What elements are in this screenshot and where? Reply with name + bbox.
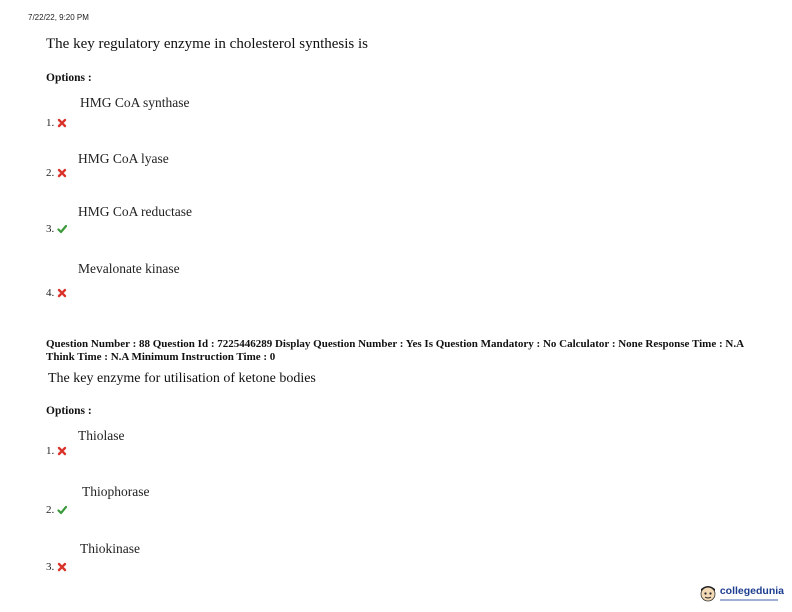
option-number xyxy=(46,223,67,235)
mascot-icon xyxy=(699,584,717,602)
cross-icon xyxy=(57,168,67,178)
option-text: HMG CoA reductase xyxy=(78,204,192,219)
options-label: Options : xyxy=(46,405,92,417)
cross-icon xyxy=(57,562,67,572)
option-number-label: 2. xyxy=(46,504,55,516)
option-number-label: 4. xyxy=(46,287,55,299)
option-number-label: 2. xyxy=(46,167,55,179)
cross-icon xyxy=(57,288,67,298)
cross-icon xyxy=(57,118,67,128)
option-text: Thiokinase xyxy=(80,541,140,556)
option-text: Thiolase xyxy=(78,428,125,443)
option-text: HMG CoA lyase xyxy=(78,151,169,166)
option-number xyxy=(46,504,67,516)
option-text: Thiophorase xyxy=(82,484,150,499)
option-number xyxy=(46,117,67,129)
option-number xyxy=(46,287,67,299)
option-number-label: 3. xyxy=(46,561,55,573)
check-icon xyxy=(57,505,67,515)
option-text: Mevalonate kinase xyxy=(78,261,180,276)
option-number-label: 1. xyxy=(46,117,55,129)
print-timestamp: 7/22/22, 9:20 PM xyxy=(28,13,89,22)
option-number-label: 1. xyxy=(46,445,55,457)
check-icon xyxy=(57,224,67,234)
option-number-label: 3. xyxy=(46,223,55,235)
logo-tagline-bar xyxy=(720,599,778,601)
question-text: The key enzyme for utilisation of ketone bodies xyxy=(48,371,316,386)
cross-icon xyxy=(57,446,67,456)
question-text: The key regulatory enzyme in cholesterol synthesis is xyxy=(46,36,368,52)
option-text: HMG CoA synthase xyxy=(80,95,190,110)
option-number xyxy=(46,561,67,573)
option-number xyxy=(46,167,67,179)
option-number xyxy=(46,445,67,457)
options-label: Options : xyxy=(46,72,92,84)
collegedunia-logo xyxy=(699,584,784,602)
question-metadata: Question Number : 88 Question Id : 7225446289 Display Question Number : Yes Is Question Mandatory : No Calculator : None Response Time : N.A Think Time : N.A Minimum Instruction Time : 0 xyxy=(46,338,744,363)
logo-wordmark: collegedunia xyxy=(719,584,784,597)
